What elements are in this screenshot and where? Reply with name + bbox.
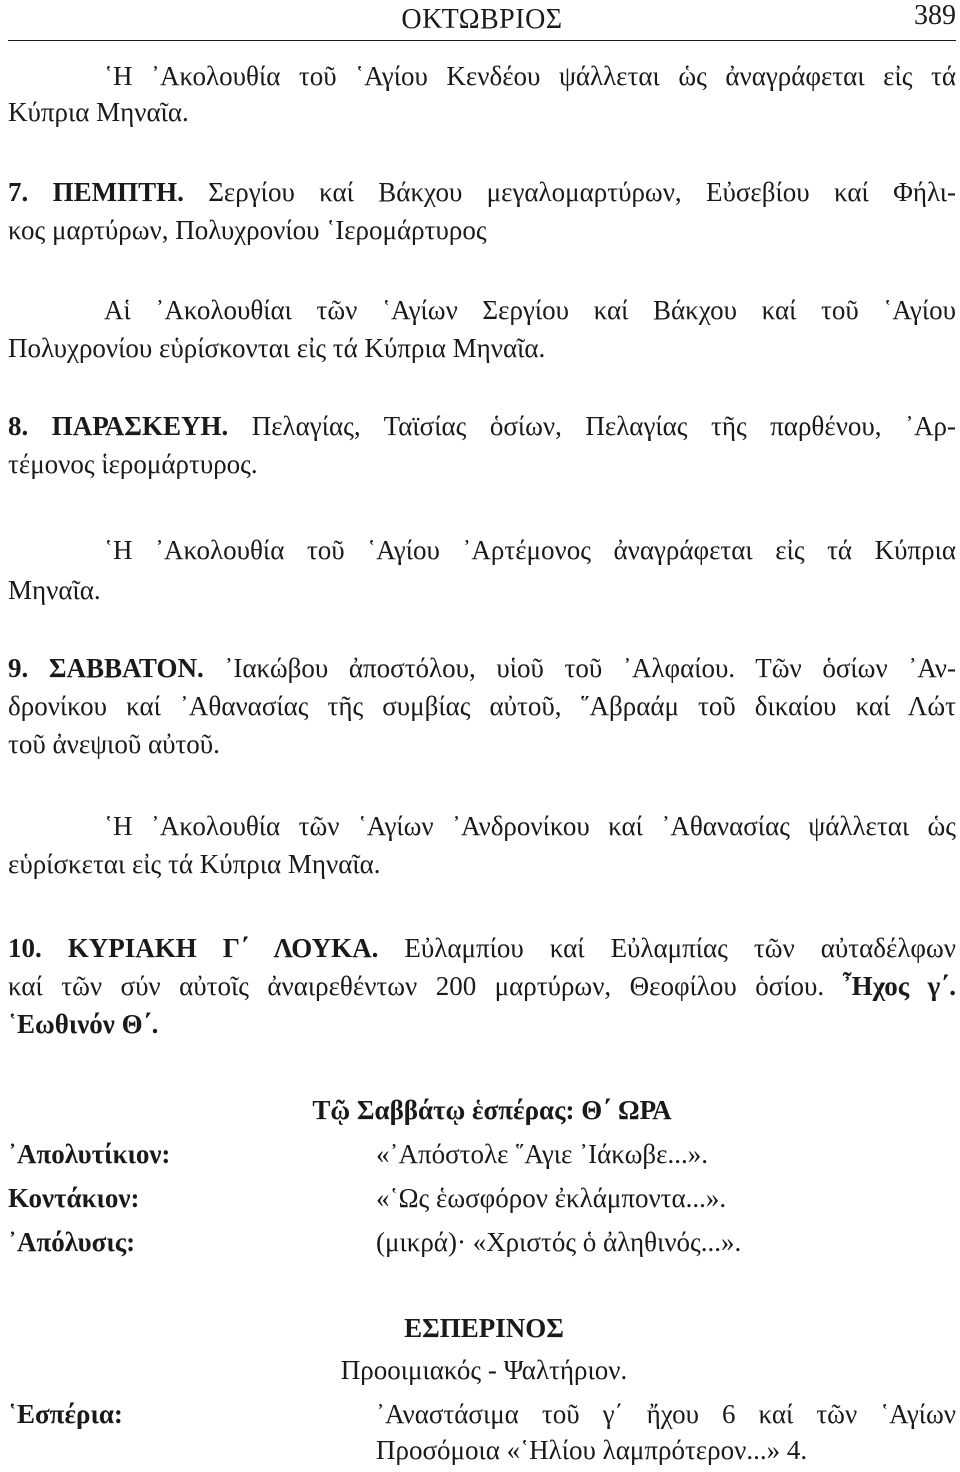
note-line: εὑρίσκεται εἰς τά Κύπρια Μηναῖα.	[8, 849, 381, 879]
day-text-line: δρονίκου καί ᾿Αθανασίας τῆς συμβίας αὐτοῦ, ῞Αβραάμ τοῦ δικαίου καί Λώτ	[8, 691, 956, 721]
hymn-value: ᾿Αναστάσιμα τοῦ γ΄ ἤχου 6 καί τῶν ῾Αγίων	[376, 1399, 956, 1429]
day-text: ᾿Ιακώβου ἀποστόλου, υἱοῦ τοῦ ᾿Αλφαίου. Τῶν ὁσίων ᾿Αν-	[224, 653, 956, 683]
paragraph-line: Κύπρια Μηναῖα.	[8, 97, 189, 127]
day-entry-10	[8, 930, 956, 966]
hymn-label: Κοντάκιον:	[8, 1183, 140, 1213]
day-text: Εὐλαμπίου καί Εὐλαμπίας τῶν αὐταδέλφων	[404, 933, 956, 963]
day-text-line: τέμονος ἱερομάρτυρος.	[8, 449, 258, 479]
day-entry-9	[8, 650, 956, 686]
hymn-value: «῾Ως ἑωσφόρον ἐκλάμποντα...».	[376, 1183, 727, 1213]
note-line: Μηναῖα.	[8, 575, 101, 605]
day-text: καί τῶν σύν αὐτοῖς ἀναιρεθέντων 200 μαρτύρων, Θεοφίλου ὁσίου.	[8, 971, 825, 1001]
day-text: Σεργίου καί Βάκχου μεγαλομαρτύρων, Εὐσεβίου καί Φήλι-	[208, 177, 956, 207]
note-line: ῾Η ᾿Ακολουθία τοῦ ῾Αγίου ᾿Αρτέμονος ἀναγράφεται εἰς τά Κύπρια	[104, 535, 956, 565]
note-line: Αἱ ᾿Ακολουθίαι τῶν ῾Αγίων Σεργίου καί Βάκχου καί τοῦ ῾Αγίου	[104, 295, 956, 325]
day-heading: 10. ΚΥΡΙΑΚΗ Γ΄ ΛΟΥΚΑ.	[8, 933, 379, 963]
running-header	[8, 0, 956, 40]
header-title: ΟΚΤΩΒΡΙΟΣ	[401, 4, 563, 35]
hymn-label: ᾿Απολυτίκιον:	[8, 1139, 171, 1169]
section-subtitle: Προοιμιακός - Ψαλτήριον.	[340, 1355, 628, 1385]
day-text-line: κος μαρτύρων, Πολυχρονίου ῾Ιερομάρτυρος	[8, 215, 487, 245]
tone-label: ῏Ηχος γ΄.	[842, 971, 956, 1001]
note-line: ῾Η ᾿Ακολουθία τῶν ῾Αγίων ᾿Ανδρονίκου καί ᾿Αθανασίας ψάλλεται ὡς	[104, 811, 956, 841]
header-rule	[8, 40, 956, 41]
hymn-label: ῾Εσπέρια:	[8, 1399, 123, 1429]
hymn-value: Προσόμοια «῾Ηλίου λαμπρότερον...» 4.	[376, 1435, 808, 1465]
day-heading: 9. ΣΑΒΒΑΤΟΝ.	[8, 653, 204, 683]
hymn-value: «᾿Απόστολε ῞Αγιε ᾿Ιάκωβε...».	[376, 1139, 708, 1169]
section-title: Τῷ Σαββάτῳ ἑσπέρας: Θ΄ ΩΡΑ	[312, 1095, 672, 1125]
paragraph-line: ῾Η ᾿Ακολουθία τοῦ ῾Αγίου Κενδέου ψάλλεται ὡς ἀναγράφεται εἰς τά	[104, 61, 956, 91]
day-heading: 8. ΠΑΡΑΣΚΕΥΗ.	[8, 411, 229, 441]
hymn-value: (μικρά)· «Χριστός ὁ ἀληθινός...».	[376, 1227, 742, 1257]
page-number: 389	[914, 0, 956, 31]
day-text-line: τοῦ ἀνεψιοῦ αὐτοῦ.	[8, 729, 220, 759]
section-title: ΕΣΠΕΡΙΝΟΣ	[404, 1313, 564, 1343]
day-entry-7	[8, 174, 956, 210]
eothinon-label: ῾Εωθινόν Θ΄.	[8, 1009, 159, 1039]
day-text: Πελαγίας, Ταϊσίας ὁσίων, Πελαγίας τῆς παρθένου, ᾿Αρ-	[251, 411, 956, 441]
hymn-label: ᾿Απόλυσις:	[8, 1227, 136, 1257]
day-heading: 7. ΠΕΜΠΤΗ.	[8, 177, 184, 207]
day-text-line	[8, 968, 956, 1004]
note-line: Πολυχρονίου εὑρίσκονται εἰς τά Κύπρια Μηναῖα.	[8, 333, 546, 363]
day-entry-8	[8, 408, 956, 444]
